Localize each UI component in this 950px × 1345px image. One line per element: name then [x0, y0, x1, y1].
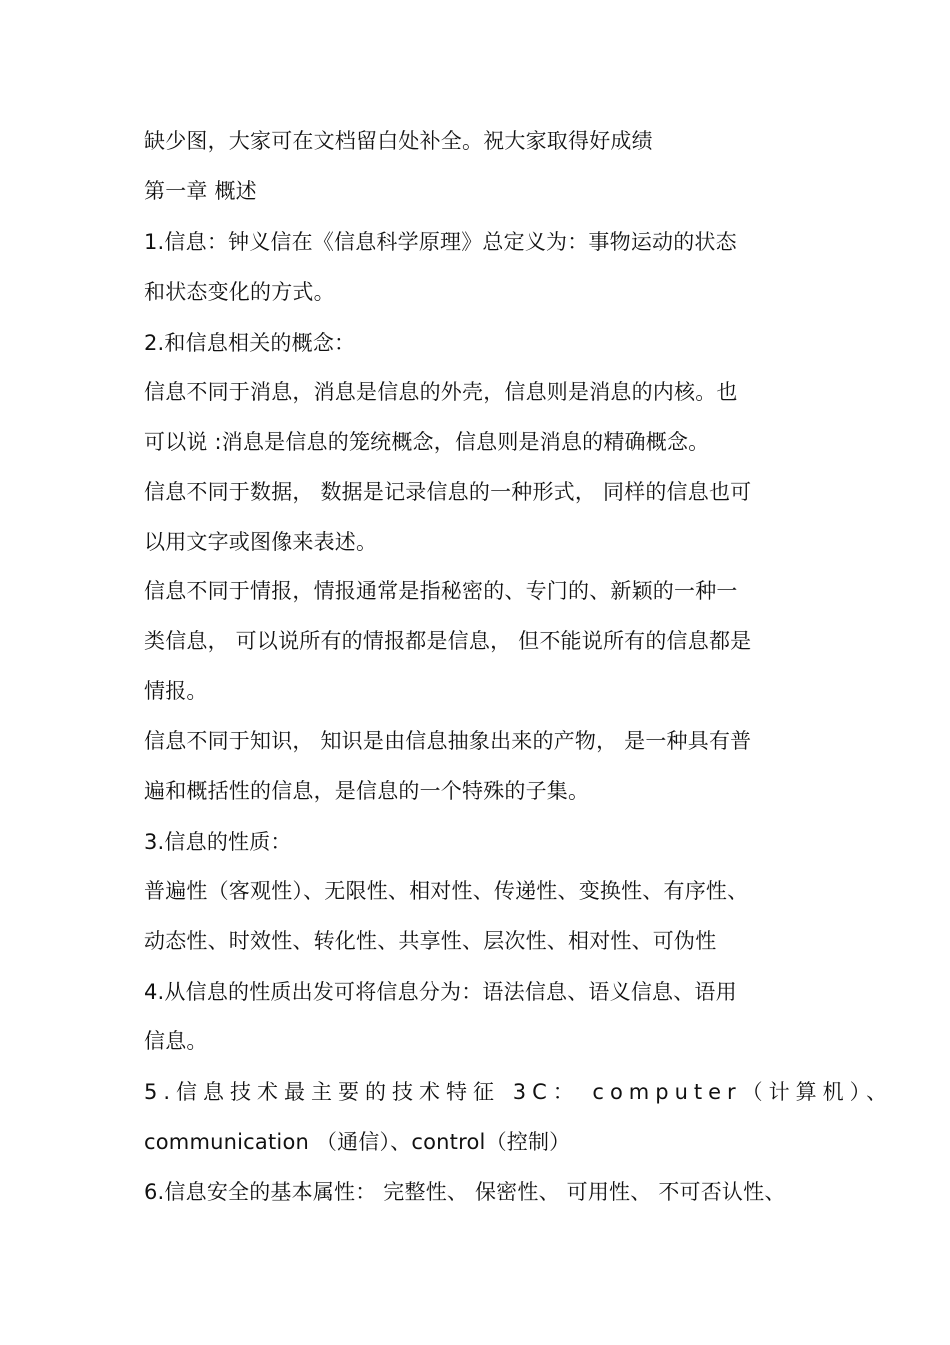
text-line: 1.信息：钟义信在《信息科学原理》总定义为：事物运动的状态	[144, 230, 737, 254]
text-line: 遍和概括性的信息，是信息的一个特殊的子集。	[144, 779, 590, 803]
text-line: 动态性、时效性、转化性、共享性、层次性、相对性、可伪性	[144, 929, 717, 953]
text-line: 信息不同于知识， 知识是由信息抽象出来的产物， 是一种具有普	[144, 729, 752, 753]
chapter-heading: 第一章 概述	[144, 179, 257, 203]
text-line: 信息。	[144, 1029, 208, 1053]
text-line: 和状态变化的方式。	[144, 280, 335, 304]
text-line: 以用文字或图像来表述。	[144, 530, 378, 554]
text-line: 信息不同于消息，消息是信息的外壳，信息则是消息的内核。也	[144, 380, 738, 404]
text-line: 普遍性（客观性）、无限性、相对性、传递性、变换性、有序性、	[144, 879, 749, 903]
text-line: 情报。	[144, 679, 208, 703]
text-line: 6.信息安全的基本属性： 完整性、 保密性、 可用性、 不可否认性、	[144, 1180, 786, 1204]
text-line: 5.信息技术最主要的技术特征 3C： computer（计算机）、	[144, 1080, 894, 1104]
text-line: communication （通信）、control（控制）	[144, 1130, 571, 1154]
text-line: 2.和信息相关的概念：	[144, 331, 356, 355]
text-line: 可以说 :消息是信息的笼统概念，信息则是消息的精确概念。	[144, 430, 710, 454]
text-line: 类信息， 可以说所有的情报都是信息， 但不能说所有的信息都是	[144, 629, 752, 653]
text-line: 信息不同于情报，情报通常是指秘密的、专门的、新颖的一种一	[144, 579, 738, 603]
text-line: 3.信息的性质：	[144, 830, 292, 854]
text-line: 信息不同于数据， 数据是记录信息的一种形式， 同样的信息也可	[144, 480, 752, 504]
text-line: 缺少图，大家可在文档留白处补全。祝大家取得好成绩	[144, 129, 653, 153]
text-line: 4.从信息的性质出发可将信息分为：语法信息、语义信息、语用	[144, 980, 737, 1004]
